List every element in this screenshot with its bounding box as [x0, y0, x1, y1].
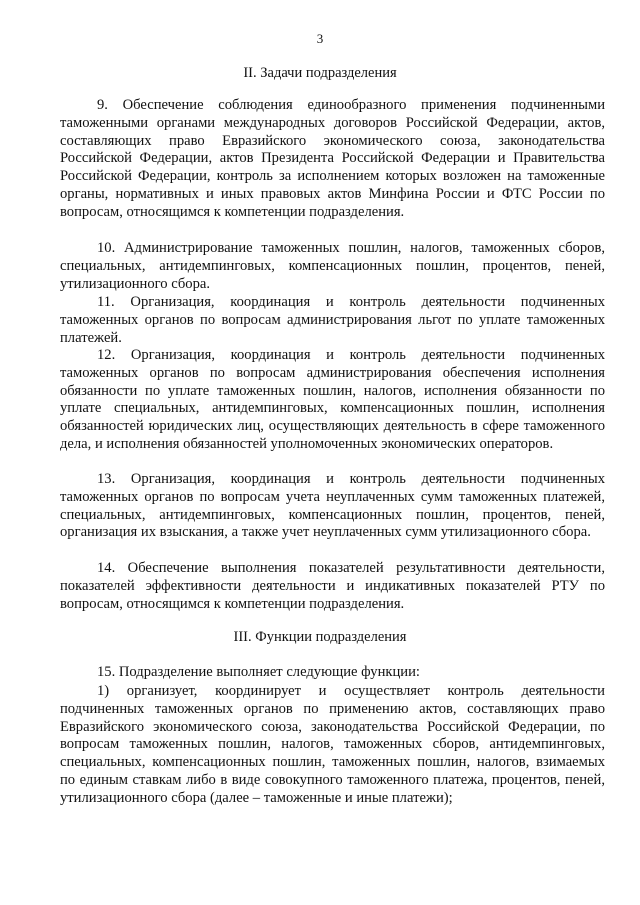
paragraph-10: 10. Администрирование таможенных пошлин, налогов, таможенных сборов, специальных, антидемпинговых, компенсационных пошлин, процентов, пеней, утилизационного сбора.: [60, 240, 605, 292]
paragraph-15: 15. Подразделение выполняет следующие функции:: [97, 664, 420, 680]
paragraph-11: 11. Организация, координация и контроль деятельности подчиненных таможенных органов по вопросам администрирования льгот по уплате таможенных платежей.: [60, 294, 605, 346]
section-3-title: III. Функции подразделения: [233, 629, 407, 645]
page-number: 3: [316, 31, 324, 46]
paragraph-15-item-1: 1) организует, координирует и осуществляет контроль деятельности подчиненных таможенных органов по применению актов, составляющих право Евразийского экономического союза, законодательства Российской Федерации, по вопросам таможенных пошлин, налогов, таможенных сборов, антидемпинговых, специальных, компенсационных пошлин, таможенных пошлин, налогов, взимаемых по единым ставкам либо в виде совокупного таможенного платежа, процентов, пеней, утилизационного сбора (далее – таможенные и иные платежи);: [60, 683, 605, 806]
section-2-title: II. Задачи подразделения: [243, 65, 397, 81]
paragraph-14: 14. Обеспечение выполнения показателей результативности деятельности, показателей эффективности деятельности и индикативных показателей РТУ по вопросам, относящимся к компетенции подразделения.: [60, 560, 605, 612]
paragraph-12: 12. Организация, координация и контроль деятельности подчиненных таможенных органов по вопросам администрирования обеспечения исполнения обязанности по уплате таможенных пошлин, налогов, исполнения обязанности по уплате специальных, антидемпинговых, компенсационных пошлин, исполнения обязанностей юридических лиц, осуществляющих деятельность в сфере таможенного дела, и исполнения обязанностей уполномоченных экономических операторов.: [60, 347, 605, 452]
paragraph-13: 13. Организация, координация и контроль деятельности подчиненных таможенных органов по вопросам учета неуплаченных сумм таможенных платежей, специальных, антидемпинговых, компенсационных пошлин, процентов, пеней, организация их взыскания, а также учет неуплаченных сумм утилизационного сбора.: [60, 471, 605, 541]
paragraph-9: 9. Обеспечение соблюдения единообразного применения подчиненными таможенными органами международных договоров Российской Федерации, актов, составляющих право Евразийского экономического союза, законодательства Российской Федерации, актов Президента Российской Федерации и Правительства Российской Федерации, контроль за исполнением которых возложен на таможенные органы, нормативных и иных правовых актов Минфина России и ФТС России по вопросам, относящимся к компетенции подразделения.: [60, 97, 605, 220]
